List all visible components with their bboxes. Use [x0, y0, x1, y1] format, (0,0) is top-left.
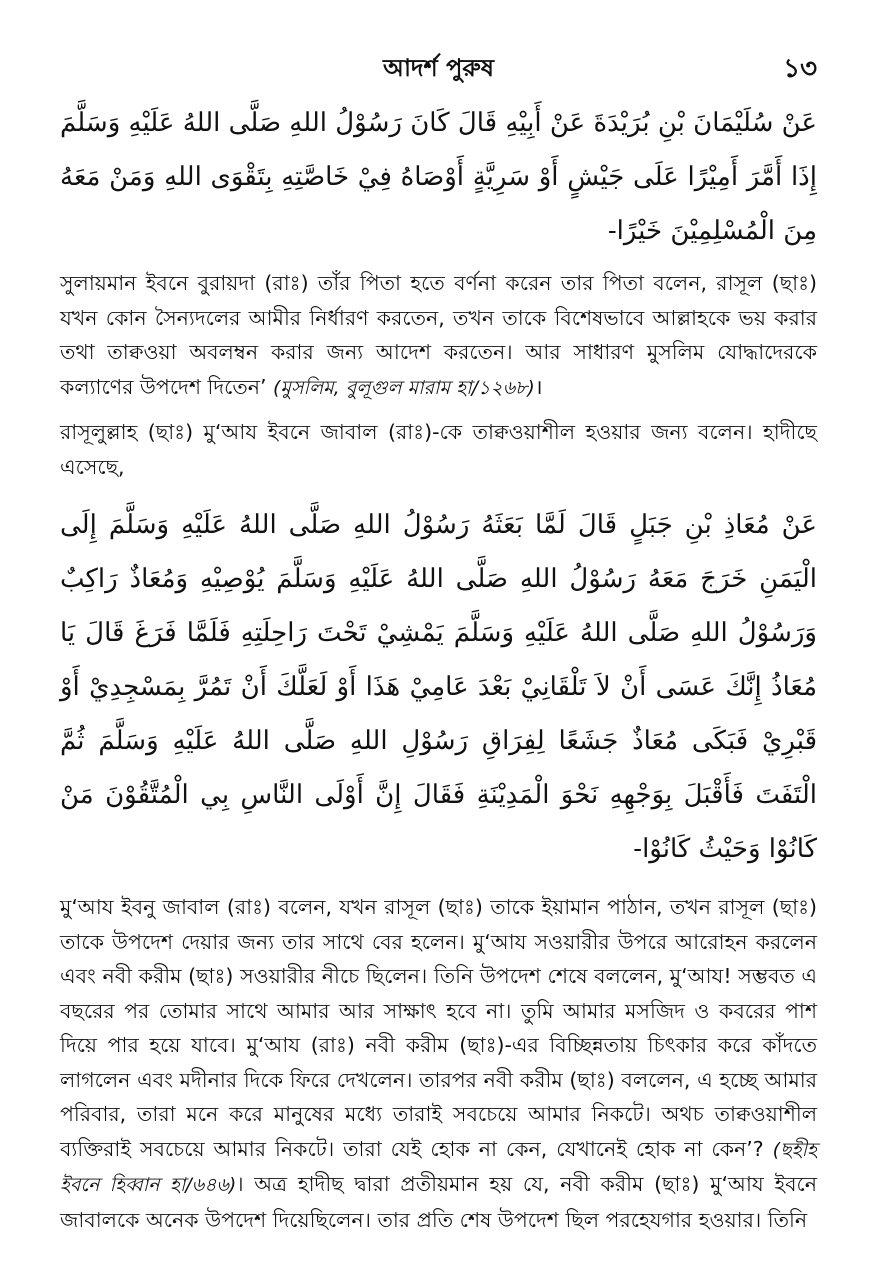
- book-page: [60, 44, 817, 1237]
- page-header: [60, 44, 817, 96]
- hadith-arabic-text: عَنْ مُعَاذِ بْنِ جَبَلٍ قَالَ لَمَّا بَعَثَهُ رَسُوْلُ اللهِ صَلَّى اللهُ عَلَيْهِ وَسَلَّمَ إِلَى الْيَمَنِ خَرَجَ مَعَهُ رَسُوْلُ اللهِ صَلَّى اللهُ عَلَيْهِ وَسَلَّمَ يُوْصِيْهِ وَمُعَاذٌ رَاكِبٌ وَرَسُوْلُ اللهِ صَلَّى اللهُ عَلَيْهِ وَسَلَّمَ يَمْشِيْ تَحْتَ رَاحِلَتِهِ فَلَمَّا فَرَغَ قَالَ يَا مُعَاذُ إِنَّكَ عَسَى أَنْ لاَ تَلْقَانِيْ بَعْدَ عَامِيْ هَذَا أَوْ لَعَلَّكَ أَنْ تَمُرَّ بِمَسْجِدِيْ أَوْ قَبْرِيْ فَبَكَى مُعَاذٌ جَشَعًا لِفِرَاقِ رَسُوْلِ اللهِ صَلَّى اللهُ عَلَيْهِ وَسَلَّمَ ثُمَّ الْتَفَتَ فَأَقْبَلَ بِوَجْهِهِ نَحْوَ الْمَدِيْنَةِ فَقَالَ إِنَّ أَوْلَى النَّاسِ بِي الْمُتَّقُوْنَ مَنْ كَانُوْا وَحَيْثُ كَانُوْا-: [60, 510, 818, 864]
- running-title: আদর্শ পুরুষ: [382, 54, 495, 82]
- hadith-translation: [60, 890, 817, 1237]
- intro-paragraph: রাসূলুল্লাহ (ছাঃ) মু‘আয ইবনে জাবাল (রাঃ)-কে তাক্বওয়াশীল হওয়ার জন্য বলেন। হাদীছে এসেছে,: [60, 420, 817, 479]
- translation-text: মু‘আয ইবনু জাবাল (রাঃ) বলেন, যখন রাসূল (ছাঃ) তাকে ইয়ামান পাঠান, তখন রাসূল (ছাঃ) তাকে উপদেশ দেয়ার জন্য তার সাথে বের হলেন। মু‘আয সওয়ারীর উপরে আরোহন করলেন এবং নবী করীম (ছাঃ) সওয়ারীর নীচে ছিলেন। তিনি উপদেশ শেষে বললেন, মু‘আয! সম্ভবত এ বছরের পর তোমার সাথে আমার আর সাক্ষাৎ হবে না। তুমি আমার মসজিদ ও কবরের পাশ দিয়ে পার হয়ে যাবে। মু‘আয (রাঃ) নবী করীম (ছাঃ)-এর বিচ্ছিন্নতায় চিৎকার করে কাঁদতে লাগলেন এবং মদীনার দিকে ফিরে দেখলেন। তারপর নবী করীম (ছাঃ) বললেন, এ হচ্ছে আমার পরিবার, তারা মনে করে মানুষের মধ্যে তারাই সবচেয়ে আমার নিকটে। অথচ তাক্বওয়াশীল ব্যক্তিরাই সবচেয়ে আমার নিকটে। তারা যেই হোক না কেন, যেখানেই হোক না কেন’?: [60, 895, 817, 1161]
- hadith-arabic-text: عَنْ سُلَيْمَانَ بْنِ بُرَيْدَةَ عَنْ أَبِيْهِ قَالَ كَانَ رَسُوْلُ اللهِ صَلَّى اللهُ عَلَيْهِ وَسَلَّمَ إِذَا أَمَّرَ أَمِيْرًا عَلَى جَيْشٍ أَوْ سَرِيَّةٍ أَوْصَاهُ فِيْ خَاصَّتِهِ بِتَقْوَى اللهِ وَمَنْ مَعَهُ مِنَ الْمُسْلِمِيْنَ خَيْرًا-: [60, 108, 817, 246]
- sentence-end: ।: [534, 374, 543, 399]
- hadith-translation: [60, 266, 817, 405]
- translation-text: সুলায়মান ইবনে বুরায়দা (রাঃ) তাঁর পিতা হতে বর্ণনা করেন তার পিতা বলেন, রাসূল (ছাঃ) যখন কোন সৈন্যদলের আমীর নির্ধারণ করতেন, তখন তাকে বিশেষভাবে আল্লাহকে ভয় করার তথা তাক্বওয়া অবলম্বন করার জন্য আদেশ করতেন। আর সাধারণ মুসলিম যোদ্ধাদেরকে কল্যাণের উপদেশ দিতেন’: [60, 271, 817, 399]
- commentary-text: । অত্র হাদীছ দ্বারা প্রতীয়মান হয় যে, নবী করীম (ছাঃ) মু‘আয ইবনে জাবালকে অনেক উপদেশ দিয়েছিলেন। তার প্রতি শেষ উপদেশ ছিল পরহেযগার হওয়ার। তিনি: [60, 1172, 817, 1232]
- hadith-citation: (ছহীহ ইবনে হিব্বান হা/৬৪৬): [60, 1138, 817, 1196]
- page-number: ১৩: [783, 54, 817, 84]
- hadith-citation: (মুসলিম, বুলূগুল মারাম হা/১২৬৮): [273, 376, 535, 399]
